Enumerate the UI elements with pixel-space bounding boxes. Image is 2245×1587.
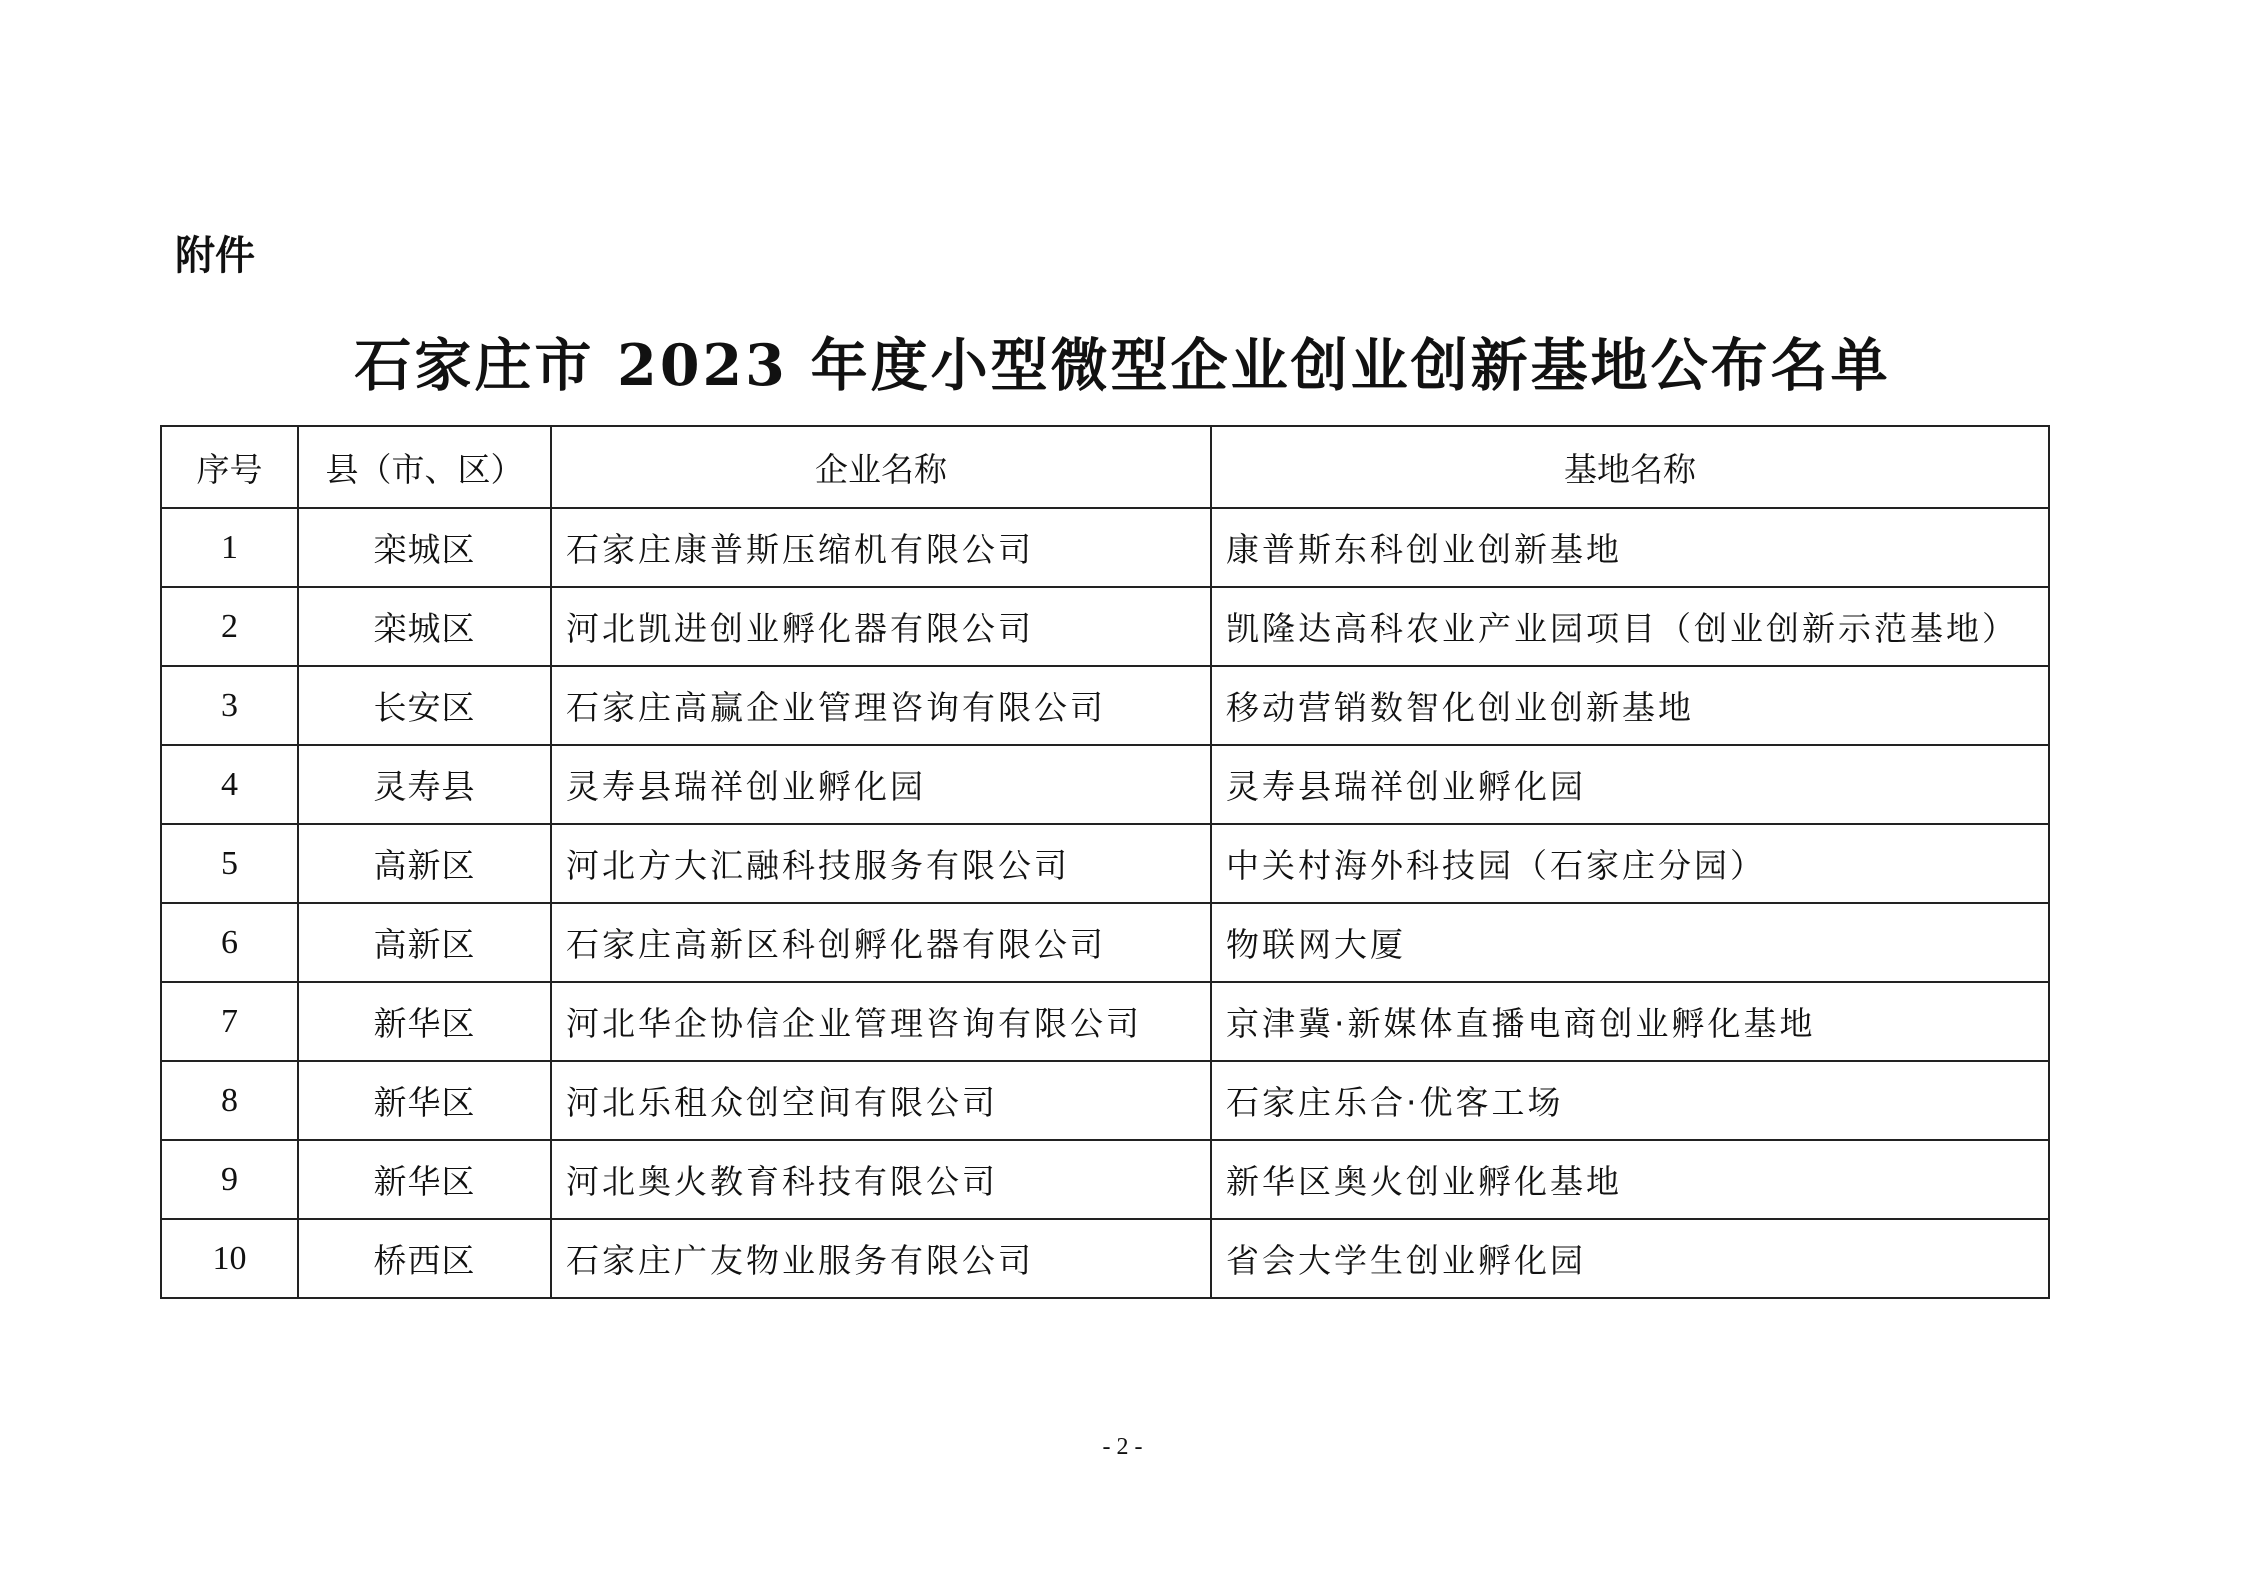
column-header-no: 序号 [161,426,298,508]
table-row [161,508,2049,587]
company-cell: 河北乐租众创空间有限公司 [551,1061,1211,1140]
table-row [161,903,2049,982]
county-cell: 高新区 [298,824,551,903]
county-cell: 桥西区 [298,1219,551,1298]
row-number: 9 [161,1140,298,1219]
attachment-label: 附件 [175,233,255,279]
base-cell: 灵寿县瑞祥创业孵化园 [1211,745,2049,824]
row-number: 6 [161,903,298,982]
table-row [161,587,2049,666]
base-cell: 凯隆达高科农业产业园项目（创业创新示范基地） [1211,587,2049,666]
company-cell: 石家庄高新区科创孵化器有限公司 [551,903,1211,982]
table-row [161,1219,2049,1298]
base-cell: 新华区奥火创业孵化基地 [1211,1140,2049,1219]
table-row [161,1140,2049,1219]
table-header-row [161,426,2049,508]
base-cell: 康普斯东科创业创新基地 [1211,508,2049,587]
base-list-table [160,425,2050,1299]
table-row [161,666,2049,745]
row-number: 10 [161,1219,298,1298]
table-row [161,982,2049,1061]
county-cell: 高新区 [298,903,551,982]
row-number: 7 [161,982,298,1061]
row-number: 5 [161,824,298,903]
company-cell: 灵寿县瑞祥创业孵化园 [551,745,1211,824]
county-cell: 栾城区 [298,587,551,666]
row-number: 8 [161,1061,298,1140]
column-header-county: 县（市、区） [298,426,551,508]
table-row [161,824,2049,903]
column-header-base: 基地名称 [1211,426,2049,508]
base-cell: 省会大学生创业孵化园 [1211,1219,2049,1298]
base-cell: 石家庄乐合·优客工场 [1211,1061,2049,1140]
company-cell: 河北凯进创业孵化器有限公司 [551,587,1211,666]
company-cell: 石家庄广友物业服务有限公司 [551,1219,1211,1298]
company-cell: 石家庄高赢企业管理咨询有限公司 [551,666,1211,745]
document-title: 石家庄市 2023 年度小型微型企业创业创新基地公布名单 [354,332,1891,399]
county-cell: 长安区 [298,666,551,745]
company-cell: 河北华企协信企业管理咨询有限公司 [551,982,1211,1061]
row-number: 1 [161,508,298,587]
county-cell: 栾城区 [298,508,551,587]
page-number: - 2 - [1102,1434,1143,1460]
base-cell: 中关村海外科技园（石家庄分园） [1211,824,2049,903]
row-number: 4 [161,745,298,824]
column-header-company: 企业名称 [551,426,1211,508]
table-row [161,1061,2049,1140]
county-cell: 新华区 [298,1061,551,1140]
company-cell: 河北方大汇融科技服务有限公司 [551,824,1211,903]
row-number: 2 [161,587,298,666]
row-number: 3 [161,666,298,745]
base-cell: 物联网大厦 [1211,903,2049,982]
company-cell: 河北奥火教育科技有限公司 [551,1140,1211,1219]
county-cell: 新华区 [298,1140,551,1219]
county-cell: 新华区 [298,982,551,1061]
company-cell: 石家庄康普斯压缩机有限公司 [551,508,1211,587]
base-cell: 京津冀·新媒体直播电商创业孵化基地 [1211,982,2049,1061]
table-row [161,745,2049,824]
base-cell: 移动营销数智化创业创新基地 [1211,666,2049,745]
county-cell: 灵寿县 [298,745,551,824]
